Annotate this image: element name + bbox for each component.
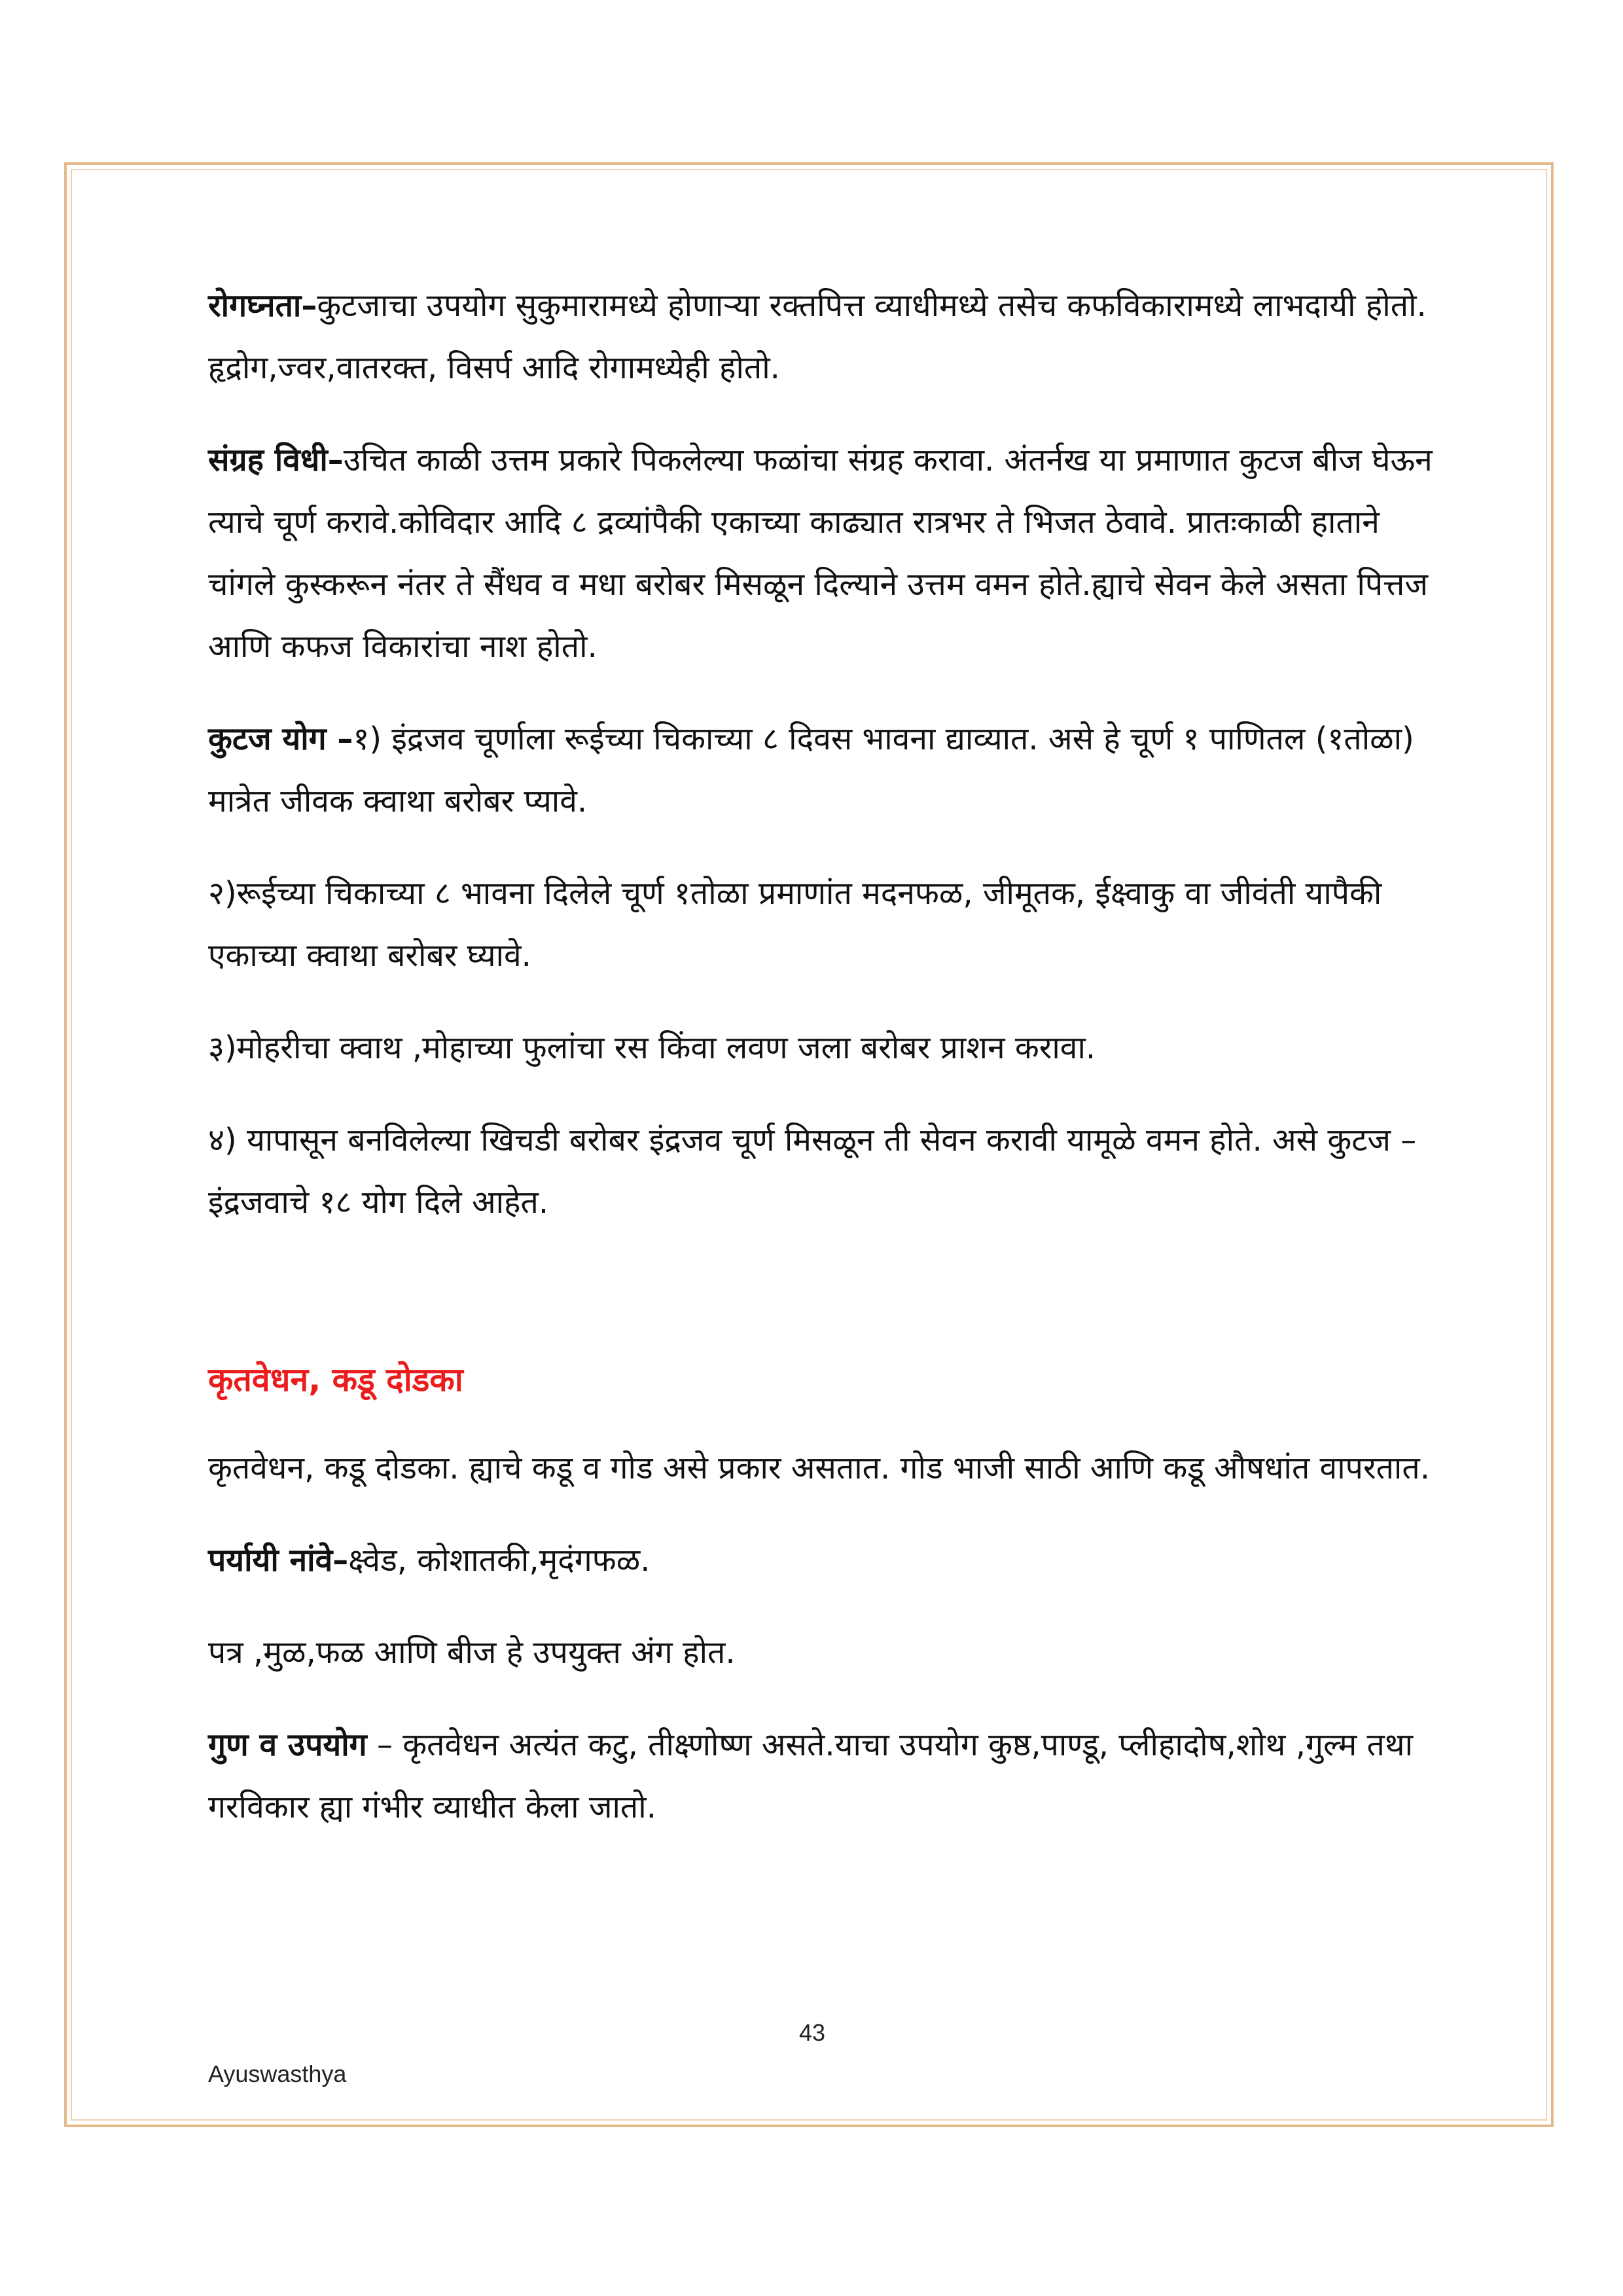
paragraph-yoga-3: [208, 1017, 1452, 1079]
paragraph-sangraha-vidhi: [208, 429, 1452, 678]
paragraph-text: – कृतवेधन अत्यंत कटु, तीक्ष्णोष्ण असते.याचा उपयोग कुष्ठ,पाण्डू, प्लीहादोष,शोथ ,गुल्म तथा गरविकार ह्या गंभीर व्याधीत केला जातो.: [208, 1727, 1414, 1825]
paragraph-text: उचित काळी उत्तम प्रकारे पिकलेल्या फळांचा संग्रह करावा. अंतर्नख या प्रमाणात कुटज बीज घेऊन त्याचे चूर्ण करावे.कोविदार आदि ८ द्रव्यांपैकी एकाच्या काढ्यात रात्रभर ते भिजत ठेवावे. प्रातःकाळी हाताने चांगले कुस्करून नंतर ते सैंधव व मधा बरोबर मिसळून दिल्याने उत्तम वमन होते.ह्याचे सेवन केले असता पित्तज आणि कफज विकारांचा नाश होतो.: [208, 442, 1433, 665]
paragraph-text: २)रूईच्या चिकाच्या ८ भावना दिलेले चूर्ण १तोळा प्रमाणांत मदनफळ, जीमूतक, ईक्ष्वाकु वा जीवंती यापैकी एकाच्या क्वाथा बरोबर घ्यावे.: [208, 875, 1382, 974]
paragraph-guna-upayoga: [208, 1714, 1452, 1839]
page-number: 43: [798, 2019, 826, 2046]
term-label: संग्रह विधी–: [208, 442, 344, 478]
term-label: गुण व उपयोग: [208, 1727, 367, 1763]
paragraph-text: कृतवेधन, कडू दोडका. ह्याचे कडू व गोड असे प्रकार असतात. गोड भाजी साठी आणि कडू औषधांत वापरतात.: [208, 1450, 1430, 1486]
section-heading: कृतवेधन, कडू दोडका: [208, 1361, 463, 1399]
paragraph-kritavedhana-intro: [208, 1437, 1452, 1499]
term-label: रोगघ्नता–: [208, 287, 317, 324]
paragraph-text: कुटजाचा उपयोग सुकुमारामध्ये होणाऱ्या रक्तपित्त व्याधीमध्ये तसेच कफविकारामध्ये लाभदायी होतो. हृद्रोग,ज्वर,वातरक्त, विसर्प आदि रोगामध्येही होतो.: [208, 287, 1427, 386]
paragraph-yoga-4: [208, 1109, 1452, 1234]
section-spacer: [208, 1264, 1452, 1349]
term-label: कुटज योग –: [208, 721, 353, 757]
paragraph-paryayi-nave: [208, 1530, 1452, 1592]
paragraph-text: क्ष्वेड, कोशातकी,मृदंगफळ.: [348, 1542, 651, 1579]
paragraph-text: ४) यापासून बनविलेल्या खिचडी बरोबर इंद्रजव चूर्ण मिसळून ती सेवन करावी यामूळे वमन होते. असे कुटज – इंद्रजवाचे १८ योग दिले आहेत.: [208, 1122, 1417, 1221]
page-content: [208, 275, 1452, 1869]
paragraph-kutaja-yoga: [208, 708, 1452, 833]
footer-publication: Ayuswasthya: [208, 2060, 347, 2087]
paragraph-upayukta-anga: [208, 1622, 1452, 1684]
paragraph-text: पत्र ,मुळ,फळ आणि बीज हे उपयुक्त अंग होत.: [208, 1634, 736, 1671]
paragraph-text: १) इंद्रजव चूर्णाला रूईच्या चिकाच्या ८ दिवस भावना द्याव्यात. असे हे चूर्ण १ पाणितल (१तोळा) मात्रेत जीवक क्वाथा बरोबर प्यावे.: [208, 721, 1414, 819]
term-label: पर्यायी नांवे–: [208, 1542, 349, 1579]
paragraph-text: ३)मोहरीचा क्वाथ ,मोहाच्या फुलांचा रस किंवा लवण जला बरोबर प्राशन करावा.: [208, 1030, 1096, 1066]
paragraph-rogaghnata: [208, 275, 1452, 399]
paragraph-yoga-2: [208, 863, 1452, 987]
